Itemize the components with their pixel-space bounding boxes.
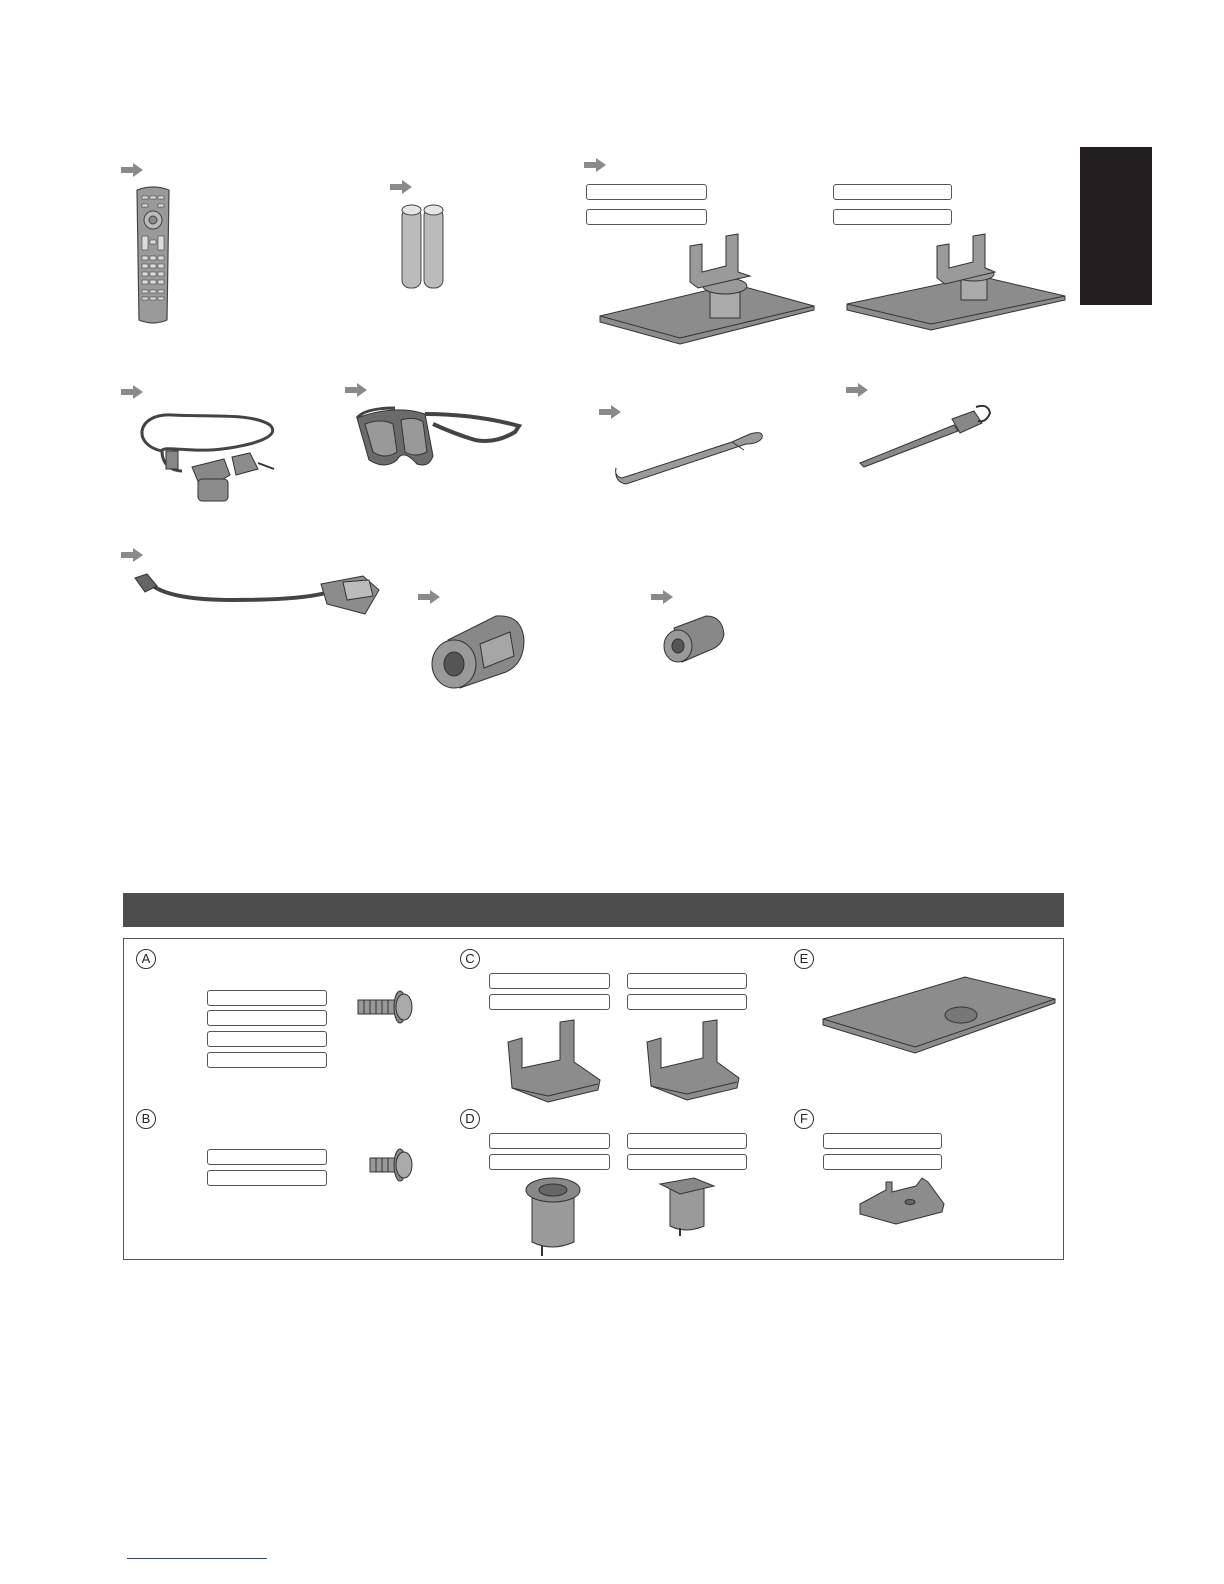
base-plate-icon <box>821 975 1057 1055</box>
model-label-box <box>823 1133 942 1149</box>
model-label-box <box>489 973 610 989</box>
part-label-a: A <box>136 949 156 969</box>
model-label-box <box>207 1031 327 1047</box>
model-label-box <box>833 184 952 200</box>
arrow-icon <box>121 385 143 399</box>
model-label-box <box>207 1149 327 1165</box>
arrow-icon <box>846 383 868 397</box>
model-label-box <box>586 209 707 225</box>
screw-icon <box>368 1146 416 1184</box>
model-label-box <box>207 1170 327 1186</box>
model-label-box <box>833 209 952 225</box>
glasses-icon <box>355 404 521 474</box>
cable-tie-icon <box>858 403 992 469</box>
remote-control-icon <box>134 184 172 326</box>
arrow-icon <box>121 163 143 177</box>
column-icon <box>524 1176 582 1258</box>
model-label-box <box>207 1010 327 1026</box>
arrow-icon <box>584 158 606 172</box>
model-label-box <box>207 990 327 1006</box>
screw-icon <box>356 988 414 1028</box>
battery-icon <box>400 200 446 292</box>
bracket-icon <box>637 1018 741 1100</box>
arrow-icon <box>345 383 367 397</box>
model-label-box <box>489 1154 610 1170</box>
cover-icon <box>856 1178 946 1226</box>
model-label-box <box>627 994 747 1010</box>
model-label-box <box>627 973 747 989</box>
pedestal-icon <box>845 232 1067 334</box>
side-tab <box>1080 147 1152 305</box>
ferrite-core-icon <box>430 610 526 690</box>
arrow-icon <box>390 180 412 194</box>
bracket-icon <box>498 1018 602 1102</box>
ferrite-core-icon <box>662 612 726 664</box>
model-label-box <box>207 1052 327 1068</box>
pen-icon <box>612 428 766 486</box>
model-label-box <box>627 1133 747 1149</box>
power-cord-icon <box>132 405 282 509</box>
model-label-box <box>489 994 610 1010</box>
arrow-icon <box>651 590 673 604</box>
footer-rule <box>127 1558 267 1559</box>
part-label-b: B <box>136 1109 156 1129</box>
part-label-e: E <box>794 949 814 969</box>
arrow-icon <box>418 590 440 604</box>
model-label-box <box>823 1154 942 1170</box>
part-label-f: F <box>794 1109 814 1129</box>
model-label-box <box>489 1133 610 1149</box>
pedestal-icon <box>598 232 816 348</box>
model-label-box <box>586 184 707 200</box>
arrow-icon <box>599 405 621 419</box>
part-label-d: D <box>460 1109 480 1129</box>
model-label-box <box>627 1154 747 1170</box>
column-icon <box>658 1176 716 1238</box>
part-label-c: C <box>460 949 480 969</box>
scart-cable-icon <box>133 570 381 620</box>
arrow-icon <box>121 548 143 562</box>
section-header-band <box>123 893 1064 927</box>
